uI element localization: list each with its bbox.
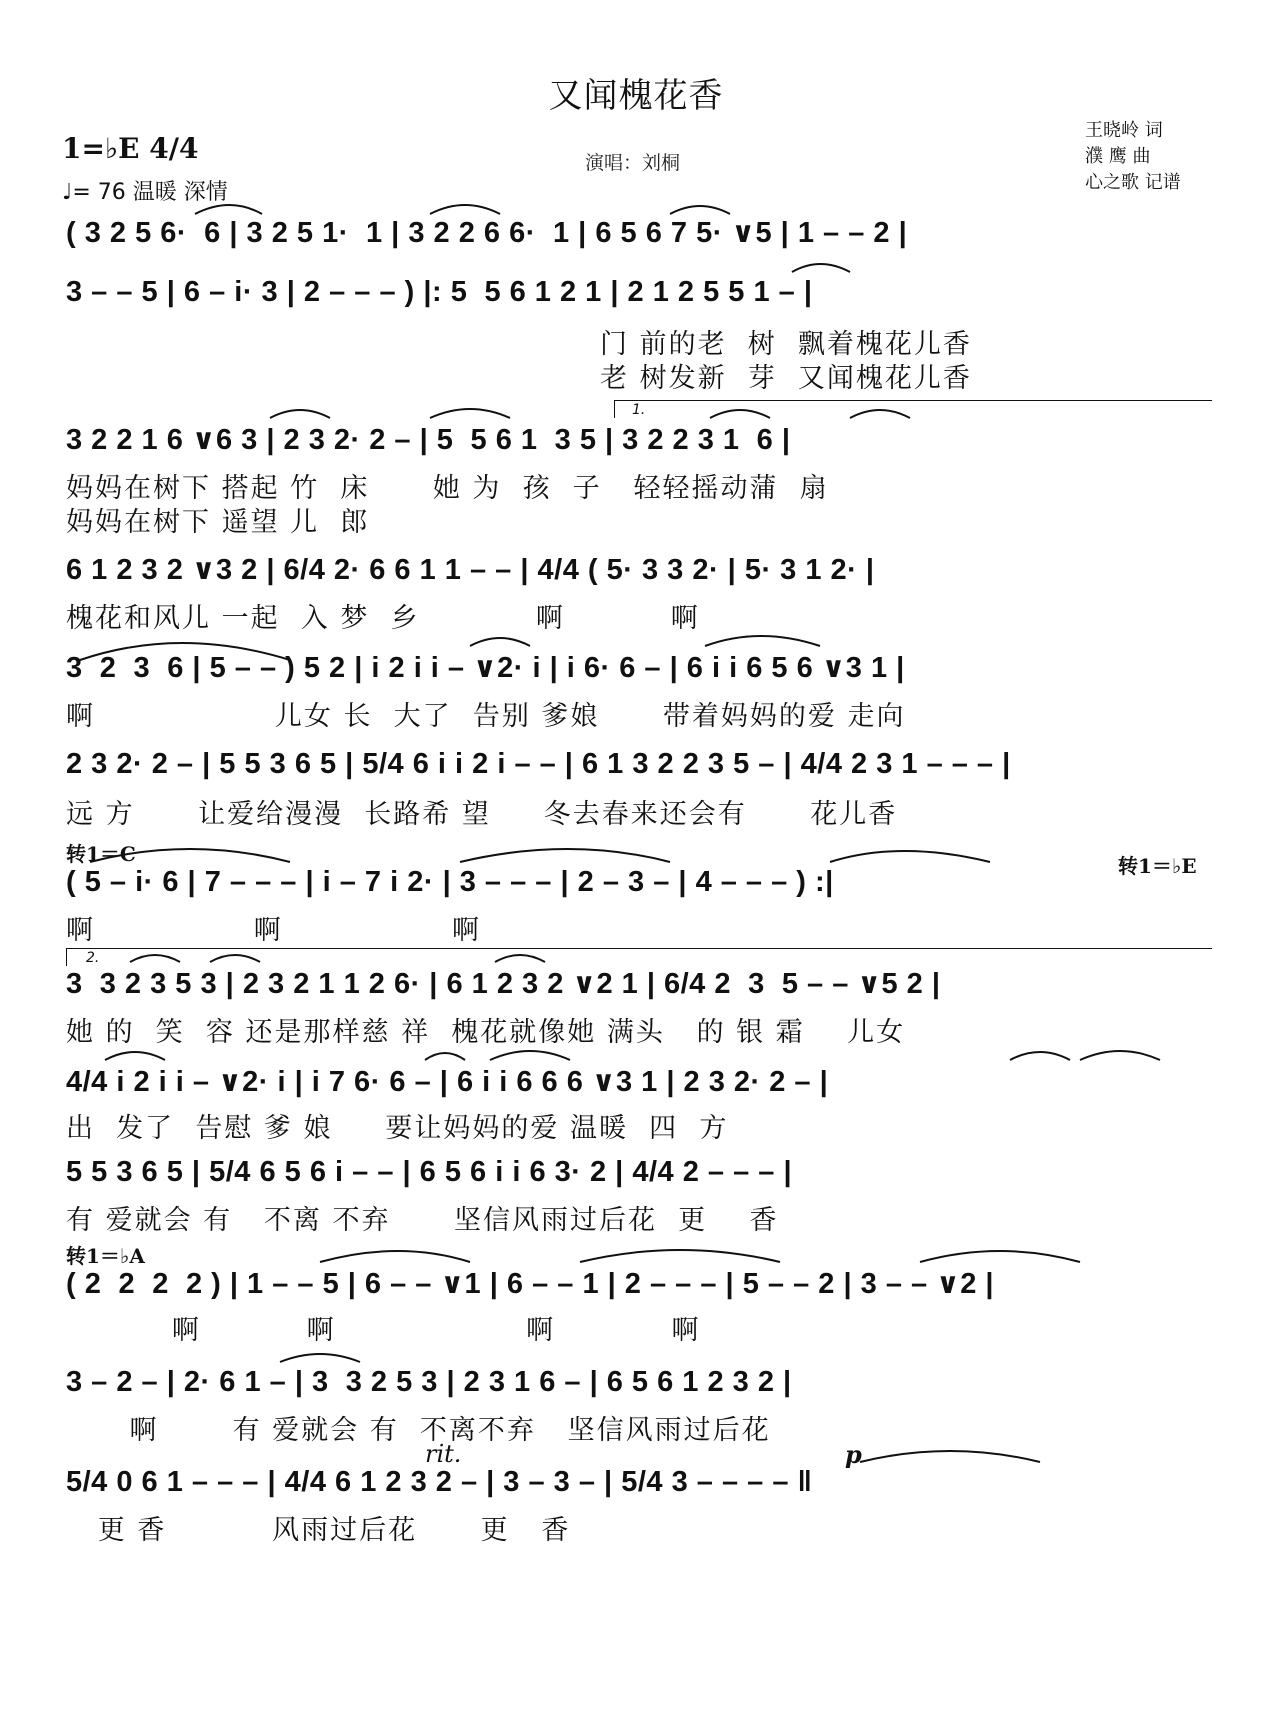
slur (490, 1051, 570, 1060)
volta-2-label: 2. (86, 950, 100, 966)
score-row-7-notes: ( 5 – i· 6 | 7 – – – | i – 7 i 2· | 3 – – – | 2 – 3 – | 4 – – – ) :| (66, 866, 834, 898)
score-row-10-notes: 5 5 3 6 5 | 5/4 6 5 6 i – – | 6 5 6 i i 6 3· 2 | 4/4 2 – – – | (66, 1156, 793, 1188)
slur (280, 1354, 360, 1362)
slur (830, 851, 990, 862)
score-row-6-notes: 2 3 2· 2 – | 5 5 3 6 5 | 5/4 6 i i 2 i – – | 6 1 3 2 2 3 5 – | 4/4 2 3 1 – – – | (66, 748, 1011, 780)
piano-dynamic-mark: p (845, 1440, 862, 1469)
slur (105, 1052, 165, 1060)
score-row-10-lyric-1: 有 爱就会 有 不离 不弃 坚信风雨过后花 更 香 (66, 1205, 779, 1236)
score-row-2-notes: 3 – – 5 | 6 – i· 3 | 2 – – – ) |: 5 5 6 1 2 1 | 2 1 2 5 5 1 – | (66, 276, 813, 308)
slur (90, 849, 290, 862)
modulation-eb: 转1＝♭E (1118, 854, 1197, 878)
modulation-c: 转1＝C (66, 842, 136, 866)
score-row-2-lyric-1: 门 前的老 树 飘着槐花儿香 (600, 329, 972, 360)
score-row-8-lyric-1: 她 的 笑 容 还是那样慈 祥 槐花就像她 满头 的 银 霜 儿女 (66, 1017, 906, 1048)
slur (210, 955, 260, 962)
score-row-5-notes: 3 2 3 6 | 5 – – ) 5 2 | i 2 i i – ∨2· i | i 6· 6 – | 6 i i 6 5 6 ∨3 1 | (66, 652, 905, 684)
score-row-3-lyric-1: 妈妈在树下 搭起 竹 床 她 为 孩 子 轻轻摇动蒲 扇 (66, 473, 829, 504)
slur (195, 205, 262, 214)
score-row-8-notes: 3 3 2 3 5 3 | 2 3 2 1 1 2 6· | 6 1 2 3 2 ∨2 1 | 6/4 2 3 5 – – ∨5 2 | (66, 968, 941, 1000)
key-signature: 1=♭E 4/4 (62, 132, 199, 165)
score-row-3-lyric-2: 妈妈在树下 遥望 儿 郎 (66, 507, 370, 538)
score-row-11-lyric-1: 啊 啊 啊 啊 (66, 1315, 701, 1346)
slur (130, 955, 180, 962)
lyricist-credit: 王晓岭 词 (1085, 120, 1163, 141)
singer-credit: 演唱：刘桐 (585, 152, 681, 174)
slur (80, 643, 290, 660)
score-row-11-notes: ( 2 2 2 2 ) | 1 – – 5 | 6 – – ∨1 | 6 – – 1 | 2 – – – | 5 – – 2 | 3 – – ∨2 | (66, 1268, 995, 1300)
slur (270, 410, 330, 418)
score-row-3-notes: 3 2 2 1 6 ∨6 3 | 2 3 2· 2 – | 5 5 6 1 3 5 | 3 2 2 3 1 6 | (66, 424, 791, 456)
slur (920, 1251, 1080, 1262)
score-row-9-lyric-1: 出 发了 告慰 爹 娘 要让妈妈的爱 温暖 四 方 (66, 1113, 729, 1144)
slur (430, 205, 500, 214)
score-row-12-lyric-1: 啊 有 爱就会 有 不离不弃 坚信风雨过后花 (66, 1415, 771, 1446)
score-row-13-lyric-1: 更 香 风雨过后花 更 香 (66, 1515, 571, 1546)
score-row-9-notes: 4/4 i 2 i i – ∨2· i | i 7 6· 6 – | 6 i i 6 6 6 ∨3 1 | 2 3 2· 2 – | (66, 1066, 829, 1098)
ritardando-mark: rit. (425, 1440, 462, 1468)
score-row-2-lyric-2: 老 树发新 芽 又闻槐花儿香 (600, 363, 972, 394)
slur (495, 955, 545, 962)
slur (860, 1451, 1040, 1462)
modulation-ab: 转1＝♭A (66, 1244, 145, 1268)
slur (470, 638, 530, 646)
slur (460, 849, 670, 862)
slur (320, 1251, 470, 1262)
slur (425, 1053, 465, 1060)
slur (710, 410, 770, 418)
score-row-5-lyric-1: 啊 儿女 长 大了 告别 爹娘 带着妈妈的爱 走向 (66, 701, 906, 732)
slur (1010, 1052, 1070, 1060)
score-row-4-lyric-1: 槐花和风儿 一起 入 梦 乡 啊 啊 (66, 603, 700, 634)
score-row-12-notes: 3 – 2 – | 2· 6 1 – | 3 3 2 5 3 | 2 3 1 6 – | 6 5 6 1 2 3 2 | (66, 1366, 792, 1398)
transcriber-credit: 心之歌 记谱 (1085, 172, 1181, 193)
score-row-7-lyric-1: 啊 啊 啊 (66, 915, 482, 946)
song-title: 又闻槐花香 (548, 76, 724, 116)
slur (670, 206, 730, 214)
volta-1-label: 1. (632, 402, 646, 418)
tempo-marking: ♩= 76 温暖 深情 (62, 180, 228, 205)
slur (430, 409, 510, 418)
slur (792, 264, 850, 272)
composer-credit: 濮 鹰 曲 (1085, 146, 1151, 167)
slur (705, 636, 820, 646)
score-row-4-notes: 6 1 2 3 2 ∨3 2 | 6/4 2· 6 6 1 1 – – | 4/4 ( 5· 3 3 2· | 5· 3 1 2· | (66, 554, 875, 586)
slur (580, 1250, 780, 1262)
score-row-13-notes: 5/4 0 6 1 – – – | 4/4 6 1 2 3 2 – | 3 – 3 – | 5/4 3 – – – – ‖ (66, 1466, 813, 1498)
slur (1080, 1051, 1160, 1060)
slur (850, 410, 910, 418)
score-row-1-notes: ( 3 2 5 6· 6 | 3 2 5 1· 1 | 3 2 2 6 6· 1 | 6 5 6 7 5· ∨5 | 1 – – 2 | (66, 217, 908, 249)
score-row-6-lyric-1: 远 方 让爱给漫漫 长路希 望 冬去春来还会有 花儿香 (66, 799, 898, 830)
